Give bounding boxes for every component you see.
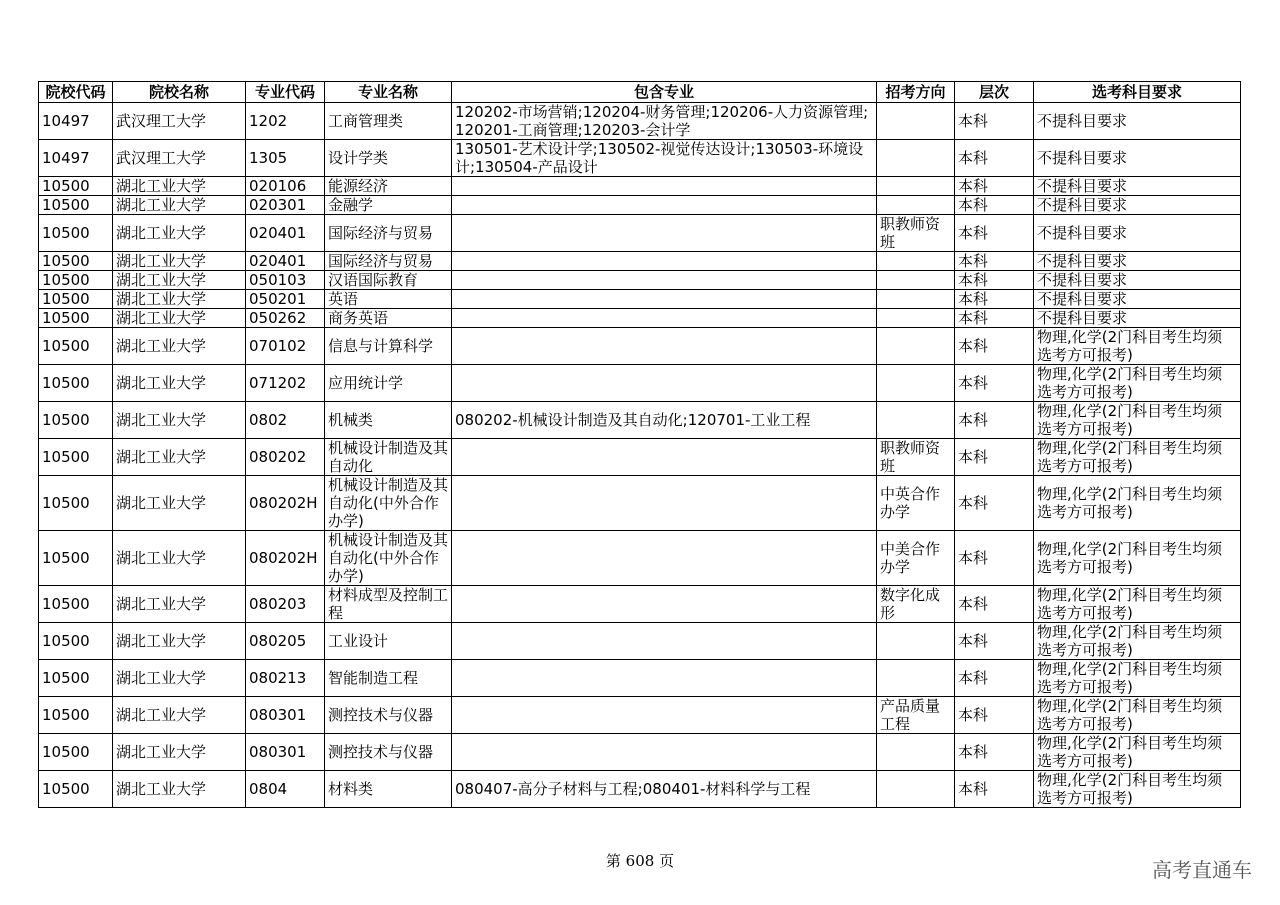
cell-major-name: 工商管理类 bbox=[325, 103, 452, 140]
cell-major-name: 测控技术与仪器 bbox=[325, 697, 452, 734]
cell-subject-requirement: 物理,化学(2门科目考生均须选考方可报考) bbox=[1034, 660, 1241, 697]
cell-direction bbox=[877, 771, 955, 808]
cell-level: 本科 bbox=[955, 660, 1034, 697]
cell-included-majors: 130501-艺术设计学;130502-视觉传达设计;130503-环境设计;130504-产品设计 bbox=[452, 140, 877, 177]
cell-school-name: 湖北工业大学 bbox=[113, 586, 246, 623]
cell-major-code: 1202 bbox=[246, 103, 325, 140]
cell-level: 本科 bbox=[955, 271, 1034, 290]
cell-level: 本科 bbox=[955, 734, 1034, 771]
cell-major-name: 设计学类 bbox=[325, 140, 452, 177]
cell-included-majors bbox=[452, 215, 877, 252]
cell-school-name: 湖北工业大学 bbox=[113, 328, 246, 365]
cell-direction bbox=[877, 271, 955, 290]
cell-subject-requirement: 不提科目要求 bbox=[1034, 290, 1241, 309]
cell-major-name: 材料成型及控制工程 bbox=[325, 586, 452, 623]
cell-major-name: 能源经济 bbox=[325, 177, 452, 196]
cell-major-code: 1305 bbox=[246, 140, 325, 177]
cell-school-code: 10500 bbox=[39, 196, 113, 215]
page-number: 第 608 页 bbox=[605, 852, 675, 870]
cell-subject-requirement: 物理,化学(2门科目考生均须选考方可报考) bbox=[1034, 439, 1241, 476]
col-school-name: 院校名称 bbox=[113, 82, 246, 103]
cell-major-name: 国际经济与贸易 bbox=[325, 252, 452, 271]
cell-included-majors bbox=[452, 196, 877, 215]
cell-major-name: 测控技术与仪器 bbox=[325, 734, 452, 771]
cell-major-code: 0804 bbox=[246, 771, 325, 808]
cell-direction bbox=[877, 734, 955, 771]
cell-school-name: 湖北工业大学 bbox=[113, 439, 246, 476]
cell-major-code: 080202H bbox=[246, 531, 325, 586]
cell-direction bbox=[877, 365, 955, 402]
cell-major-name: 汉语国际教育 bbox=[325, 271, 452, 290]
cell-major-name: 应用统计学 bbox=[325, 365, 452, 402]
cell-school-name: 湖北工业大学 bbox=[113, 402, 246, 439]
cell-direction: 产品质量工程 bbox=[877, 697, 955, 734]
cell-included-majors bbox=[452, 290, 877, 309]
table-row bbox=[39, 623, 1241, 660]
cell-subject-requirement: 物理,化学(2门科目考生均须选考方可报考) bbox=[1034, 771, 1241, 808]
cell-direction bbox=[877, 402, 955, 439]
cell-major-code: 050103 bbox=[246, 271, 325, 290]
cell-included-majors bbox=[452, 734, 877, 771]
table-row bbox=[39, 365, 1241, 402]
cell-level: 本科 bbox=[955, 365, 1034, 402]
cell-direction bbox=[877, 140, 955, 177]
cell-subject-requirement: 不提科目要求 bbox=[1034, 140, 1241, 177]
cell-school-code: 10500 bbox=[39, 439, 113, 476]
cell-subject-requirement: 物理,化学(2门科目考生均须选考方可报考) bbox=[1034, 402, 1241, 439]
cell-major-code: 080205 bbox=[246, 623, 325, 660]
cell-level: 本科 bbox=[955, 290, 1034, 309]
cell-school-name: 湖北工业大学 bbox=[113, 771, 246, 808]
cell-subject-requirement: 物理,化学(2门科目考生均须选考方可报考) bbox=[1034, 697, 1241, 734]
cell-school-name: 湖北工业大学 bbox=[113, 309, 246, 328]
cell-level: 本科 bbox=[955, 476, 1034, 531]
cell-school-name: 武汉理工大学 bbox=[113, 140, 246, 177]
cell-major-code: 050201 bbox=[246, 290, 325, 309]
cell-level: 本科 bbox=[955, 215, 1034, 252]
cell-school-code: 10500 bbox=[39, 697, 113, 734]
table-row bbox=[39, 439, 1241, 476]
cell-major-code: 020301 bbox=[246, 196, 325, 215]
table-row bbox=[39, 476, 1241, 531]
cell-school-code: 10500 bbox=[39, 328, 113, 365]
cell-major-code: 080202H bbox=[246, 476, 325, 531]
col-direction: 招考方向 bbox=[877, 82, 955, 103]
table-row bbox=[39, 196, 1241, 215]
cell-major-name: 智能制造工程 bbox=[325, 660, 452, 697]
cell-school-code: 10497 bbox=[39, 103, 113, 140]
table-row bbox=[39, 309, 1241, 328]
cell-major-code: 080203 bbox=[246, 586, 325, 623]
cell-subject-requirement: 不提科目要求 bbox=[1034, 271, 1241, 290]
cell-school-name: 湖北工业大学 bbox=[113, 252, 246, 271]
cell-included-majors bbox=[452, 365, 877, 402]
cell-major-name: 机械设计制造及其自动化 bbox=[325, 439, 452, 476]
cell-school-name: 湖北工业大学 bbox=[113, 271, 246, 290]
header-row bbox=[39, 82, 1241, 103]
table-row bbox=[39, 328, 1241, 365]
cell-school-code: 10500 bbox=[39, 476, 113, 531]
cell-direction bbox=[877, 328, 955, 365]
col-major-code: 专业代码 bbox=[246, 82, 325, 103]
cell-major-code: 020401 bbox=[246, 252, 325, 271]
cell-included-majors bbox=[452, 531, 877, 586]
cell-subject-requirement: 不提科目要求 bbox=[1034, 177, 1241, 196]
cell-major-name: 金融学 bbox=[325, 196, 452, 215]
cell-school-code: 10497 bbox=[39, 140, 113, 177]
cell-direction: 中美合作办学 bbox=[877, 531, 955, 586]
cell-level: 本科 bbox=[955, 140, 1034, 177]
table-row bbox=[39, 103, 1241, 140]
cell-school-code: 10500 bbox=[39, 271, 113, 290]
cell-level: 本科 bbox=[955, 328, 1034, 365]
table-body bbox=[39, 103, 1241, 808]
cell-subject-requirement: 物理,化学(2门科目考生均须选考方可报考) bbox=[1034, 623, 1241, 660]
cell-direction bbox=[877, 103, 955, 140]
cell-major-code: 020106 bbox=[246, 177, 325, 196]
col-included-majors: 包含专业 bbox=[452, 82, 877, 103]
cell-direction: 数字化成形 bbox=[877, 586, 955, 623]
table-row bbox=[39, 290, 1241, 309]
cell-major-code: 070102 bbox=[246, 328, 325, 365]
cell-major-name: 信息与计算科学 bbox=[325, 328, 452, 365]
table-row bbox=[39, 177, 1241, 196]
cell-direction bbox=[877, 196, 955, 215]
cell-school-code: 10500 bbox=[39, 771, 113, 808]
col-major-name: 专业名称 bbox=[325, 82, 452, 103]
cell-major-code: 080202 bbox=[246, 439, 325, 476]
cell-major-code: 050262 bbox=[246, 309, 325, 328]
cell-school-code: 10500 bbox=[39, 586, 113, 623]
cell-included-majors bbox=[452, 439, 877, 476]
table-row bbox=[39, 771, 1241, 808]
admission-table bbox=[38, 81, 1241, 808]
cell-level: 本科 bbox=[955, 623, 1034, 660]
cell-subject-requirement: 物理,化学(2门科目考生均须选考方可报考) bbox=[1034, 365, 1241, 402]
cell-included-majors: 080202-机械设计制造及其自动化;120701-工业工程 bbox=[452, 402, 877, 439]
cell-level: 本科 bbox=[955, 439, 1034, 476]
cell-school-code: 10500 bbox=[39, 531, 113, 586]
watermark: 高考直通车 bbox=[1152, 858, 1252, 882]
cell-direction bbox=[877, 177, 955, 196]
cell-level: 本科 bbox=[955, 177, 1034, 196]
cell-major-name: 商务英语 bbox=[325, 309, 452, 328]
cell-school-name: 湖北工业大学 bbox=[113, 290, 246, 309]
cell-included-majors bbox=[452, 660, 877, 697]
col-level: 层次 bbox=[955, 82, 1034, 103]
cell-included-majors bbox=[452, 252, 877, 271]
cell-level: 本科 bbox=[955, 252, 1034, 271]
cell-included-majors bbox=[452, 309, 877, 328]
cell-school-code: 10500 bbox=[39, 623, 113, 660]
cell-subject-requirement: 不提科目要求 bbox=[1034, 196, 1241, 215]
cell-major-name: 机械类 bbox=[325, 402, 452, 439]
cell-direction bbox=[877, 252, 955, 271]
cell-subject-requirement: 不提科目要求 bbox=[1034, 309, 1241, 328]
cell-major-name: 材料类 bbox=[325, 771, 452, 808]
cell-school-name: 湖北工业大学 bbox=[113, 660, 246, 697]
table-row bbox=[39, 586, 1241, 623]
cell-school-name: 湖北工业大学 bbox=[113, 196, 246, 215]
cell-subject-requirement: 物理,化学(2门科目考生均须选考方可报考) bbox=[1034, 586, 1241, 623]
cell-direction: 职教师资班 bbox=[877, 215, 955, 252]
cell-direction bbox=[877, 290, 955, 309]
cell-school-name: 湖北工业大学 bbox=[113, 734, 246, 771]
cell-subject-requirement: 不提科目要求 bbox=[1034, 215, 1241, 252]
cell-included-majors bbox=[452, 177, 877, 196]
cell-major-code: 080301 bbox=[246, 697, 325, 734]
cell-included-majors bbox=[452, 328, 877, 365]
cell-school-code: 10500 bbox=[39, 734, 113, 771]
cell-level: 本科 bbox=[955, 531, 1034, 586]
cell-direction bbox=[877, 660, 955, 697]
cell-school-name: 湖北工业大学 bbox=[113, 697, 246, 734]
table-row bbox=[39, 697, 1241, 734]
table-row bbox=[39, 252, 1241, 271]
table-row bbox=[39, 660, 1241, 697]
cell-included-majors bbox=[452, 697, 877, 734]
cell-included-majors bbox=[452, 623, 877, 660]
cell-major-name: 机械设计制造及其自动化(中外合作办学) bbox=[325, 531, 452, 586]
table-row bbox=[39, 215, 1241, 252]
cell-included-majors: 120202-市场营销;120204-财务管理;120206-人力资源管理;120201-工商管理;120203-会计学 bbox=[452, 103, 877, 140]
table-row bbox=[39, 531, 1241, 586]
cell-included-majors: 080407-高分子材料与工程;080401-材料科学与工程 bbox=[452, 771, 877, 808]
table-row bbox=[39, 402, 1241, 439]
cell-school-code: 10500 bbox=[39, 402, 113, 439]
cell-level: 本科 bbox=[955, 697, 1034, 734]
cell-level: 本科 bbox=[955, 196, 1034, 215]
cell-level: 本科 bbox=[955, 103, 1034, 140]
cell-school-code: 10500 bbox=[39, 177, 113, 196]
cell-major-code: 071202 bbox=[246, 365, 325, 402]
cell-direction: 职教师资班 bbox=[877, 439, 955, 476]
cell-direction bbox=[877, 623, 955, 660]
cell-included-majors bbox=[452, 271, 877, 290]
table-row bbox=[39, 140, 1241, 177]
cell-major-name: 工业设计 bbox=[325, 623, 452, 660]
cell-major-name: 国际经济与贸易 bbox=[325, 215, 452, 252]
cell-school-code: 10500 bbox=[39, 309, 113, 328]
cell-major-code: 0802 bbox=[246, 402, 325, 439]
cell-school-code: 10500 bbox=[39, 660, 113, 697]
cell-included-majors bbox=[452, 476, 877, 531]
cell-school-name: 湖北工业大学 bbox=[113, 623, 246, 660]
cell-school-code: 10500 bbox=[39, 252, 113, 271]
cell-subject-requirement: 物理,化学(2门科目考生均须选考方可报考) bbox=[1034, 328, 1241, 365]
cell-major-code: 080301 bbox=[246, 734, 325, 771]
cell-major-name: 英语 bbox=[325, 290, 452, 309]
cell-subject-requirement: 物理,化学(2门科目考生均须选考方可报考) bbox=[1034, 476, 1241, 531]
cell-level: 本科 bbox=[955, 402, 1034, 439]
table-row bbox=[39, 271, 1241, 290]
cell-major-code: 020401 bbox=[246, 215, 325, 252]
cell-major-name: 机械设计制造及其自动化(中外合作办学) bbox=[325, 476, 452, 531]
cell-school-name: 湖北工业大学 bbox=[113, 476, 246, 531]
cell-school-name: 武汉理工大学 bbox=[113, 103, 246, 140]
table-row bbox=[39, 734, 1241, 771]
cell-major-code: 080213 bbox=[246, 660, 325, 697]
cell-school-name: 湖北工业大学 bbox=[113, 177, 246, 196]
cell-subject-requirement: 不提科目要求 bbox=[1034, 103, 1241, 140]
cell-school-name: 湖北工业大学 bbox=[113, 365, 246, 402]
cell-subject-requirement: 不提科目要求 bbox=[1034, 252, 1241, 271]
cell-school-name: 湖北工业大学 bbox=[113, 215, 246, 252]
cell-school-code: 10500 bbox=[39, 215, 113, 252]
cell-level: 本科 bbox=[955, 586, 1034, 623]
cell-direction: 中英合作办学 bbox=[877, 476, 955, 531]
cell-subject-requirement: 物理,化学(2门科目考生均须选考方可报考) bbox=[1034, 734, 1241, 771]
cell-school-code: 10500 bbox=[39, 365, 113, 402]
cell-level: 本科 bbox=[955, 771, 1034, 808]
cell-direction bbox=[877, 309, 955, 328]
col-school-code: 院校代码 bbox=[39, 82, 113, 103]
col-subject-requirement: 选考科目要求 bbox=[1034, 82, 1241, 103]
cell-school-code: 10500 bbox=[39, 290, 113, 309]
cell-included-majors bbox=[452, 586, 877, 623]
cell-level: 本科 bbox=[955, 309, 1034, 328]
cell-subject-requirement: 物理,化学(2门科目考生均须选考方可报考) bbox=[1034, 531, 1241, 586]
cell-school-name: 湖北工业大学 bbox=[113, 531, 246, 586]
